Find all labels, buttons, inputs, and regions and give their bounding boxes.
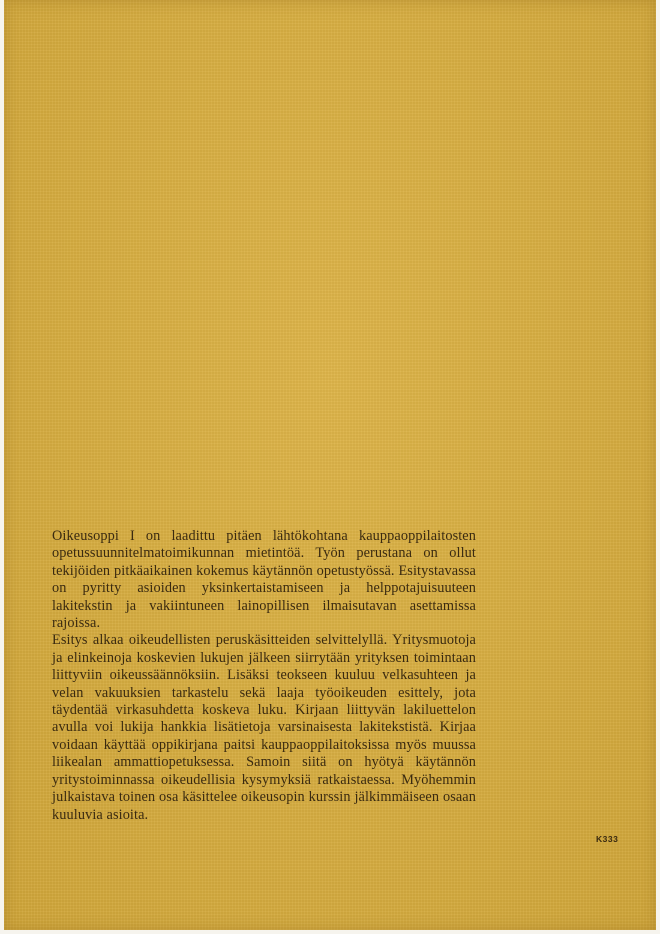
cover-blurb bbox=[52, 528, 476, 824]
book-back-cover bbox=[4, 0, 656, 930]
catalog-code: K333 bbox=[596, 834, 619, 844]
blurb-paragraph-1: Oikeusoppi I on laadittu pitäen lähtökohtana kauppaoppilaitosten opetussuunnitelmatoimikunnan mietintöä. Työn perustana on ollut tekijöiden pitkäaikainen kokemus käytännön opetustyössä. Esitystavassa on pyritty asioiden yksinkertaistamiseen ja helppotajuisuuteen lakitekstin ja vakiintuneen lainopillisen ilmaisutavan asettamissa rajoissa. bbox=[52, 528, 476, 632]
blurb-paragraph-2: Esitys alkaa oikeudellisten peruskäsitteiden selvittelyllä. Yritysmuotoja ja elinkeinoja koskevien lukujen jälkeen siirrytään yrityksen toimintaan liittyviin oikeussäännöksiin. Lisäksi teokseen kuuluu velkasuhteen ja velan vakuuksien tarkastelu sekä laaja työoikeuden esittely, jota täydentää virkasuhdetta koskeva luku. Kirjaan liittyvän lakiluettelon avulla voi lukija hankkia lisätietoja varsinaisesta lakitekstistä. Kirjaa voidaan käyttää oppikirjana paitsi kauppaoppilaitoksissa myös muussa liikealan ammattiopetuksessa. Samoin siitä on hyötyä käytännön yritystoiminnassa oikeudellisia kysymyksiä ratkaistaessa. Myöhemmin julkaistava toinen osa käsittelee oikeusopin kurssin jälkimmäiseen osaan kuuluvia asioita. bbox=[52, 632, 476, 823]
